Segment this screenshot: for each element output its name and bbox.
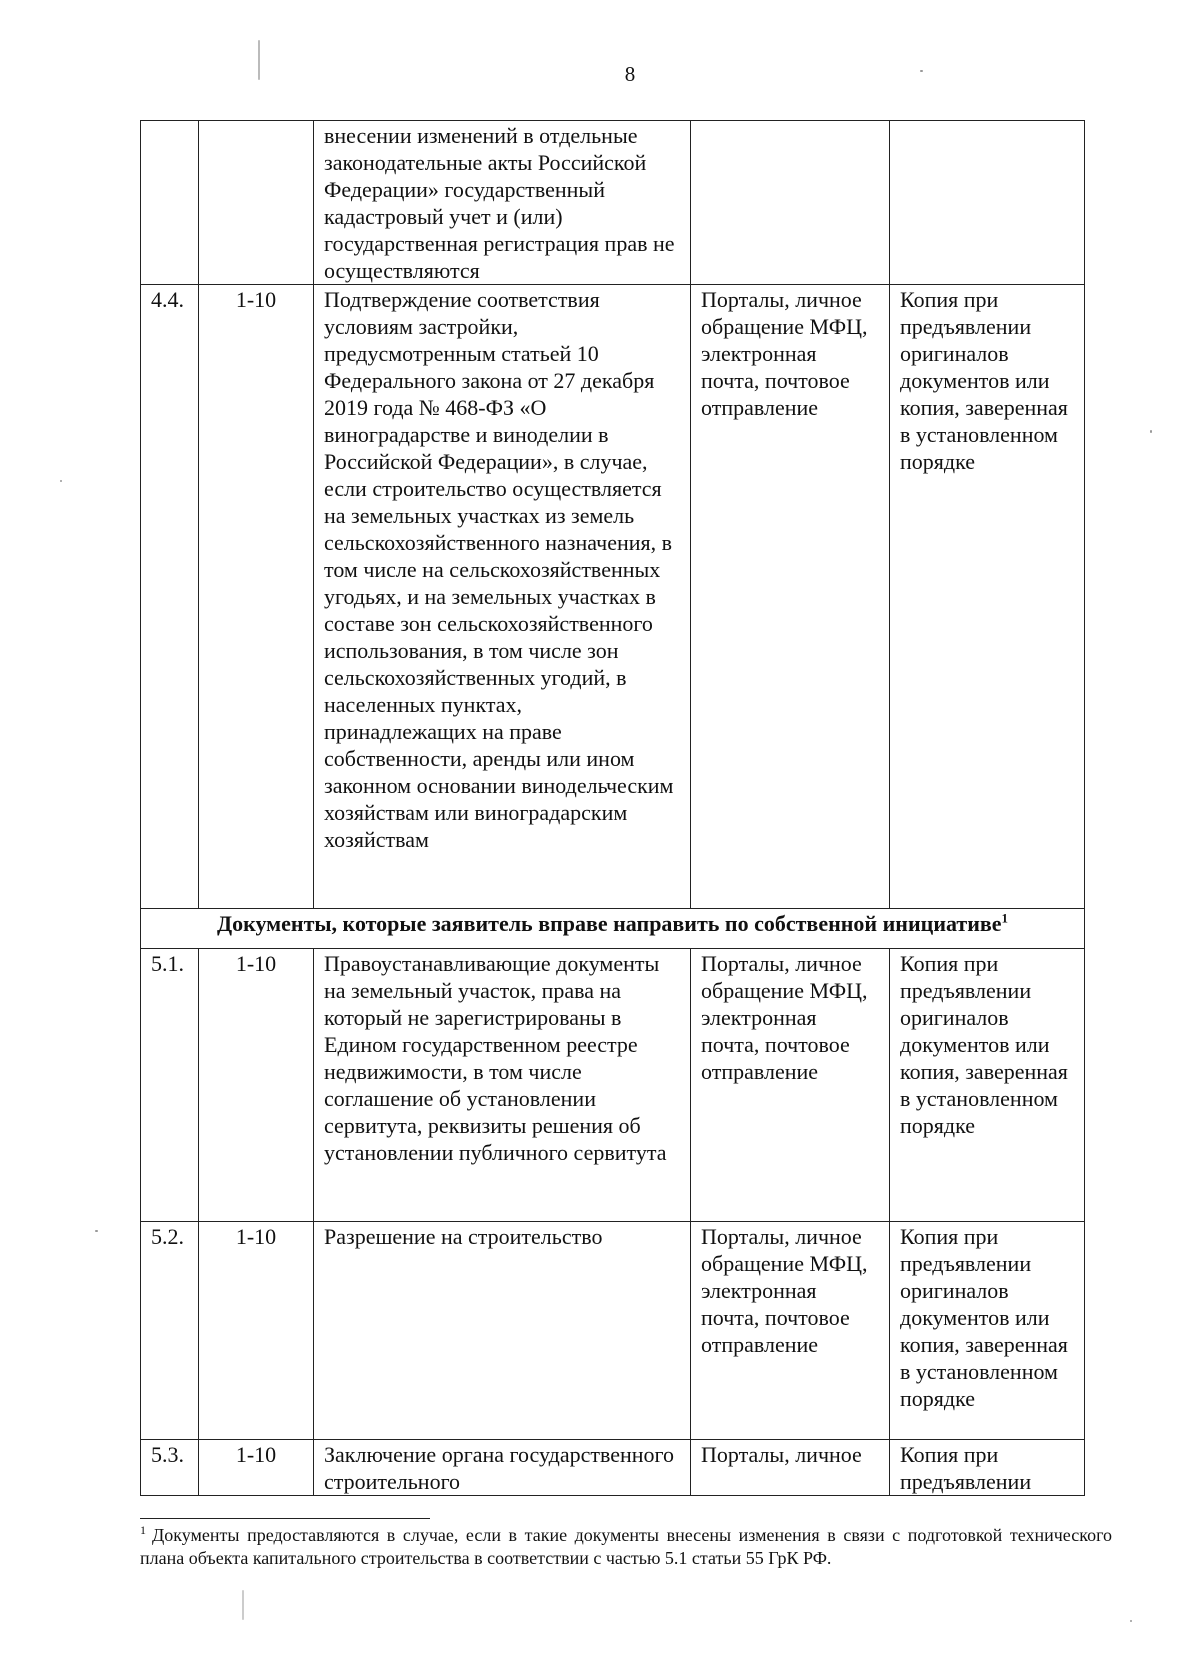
table-row (141, 949, 1085, 1222)
footnote-separator (140, 1518, 430, 1519)
row-submission-method: Порталы, личное обращение МФЦ, электронная почта, почтовое отправление (691, 949, 890, 1222)
documents-table (140, 120, 1085, 1496)
table-row (141, 1222, 1085, 1440)
scan-speck (1150, 430, 1152, 433)
section-title: Документы, которые заявитель вправе направить по собственной инициативе (216, 911, 1002, 936)
row-document-form: Копия при предъявлении оригиналов документов или копия, заверенная в установленном порядке (890, 949, 1085, 1222)
row-document-form: Копия при предъявлении оригиналов документов или копия, заверенная в установленном порядке (890, 285, 1085, 909)
table-row (141, 1440, 1085, 1496)
footnote (140, 1524, 1112, 1570)
scan-speck (258, 40, 260, 80)
scan-speck (95, 1230, 98, 1232)
footnote-text: Документы предоставляются в случае, если в такие документы внесены изменения в связи с подготовкой технического плана объекта капитального строительства в соответствии с частью 5.1 статьи 55 ГрК РФ. (140, 1525, 1112, 1568)
row-document-name: Правоустанавливающие документы на земельный участок, права на который не зарегистрированы в Едином государственном реестре недвижимости, в том числе соглашение об установлении сервитута, реквизиты решения об установлении публичного сервитута (314, 949, 691, 1222)
row-document-form (890, 121, 1085, 285)
footnote-number: 1 (140, 1523, 146, 1537)
row-pages: 1-10 (199, 949, 314, 1222)
row-number: 5.2. (141, 1222, 199, 1440)
row-submission-method: Порталы, личное обращение МФЦ, электронная почта, почтовое отправление (691, 285, 890, 909)
row-number: 4.4. (141, 285, 199, 909)
row-document-name: Заключение органа государственного строительного (314, 1440, 691, 1496)
row-pages: 1-10 (199, 285, 314, 909)
scan-speck (60, 480, 62, 482)
table-row (141, 285, 1085, 909)
scan-speck (920, 70, 923, 72)
page-number: 8 (624, 62, 636, 86)
row-pages (199, 121, 314, 285)
row-pages: 1-10 (199, 1440, 314, 1496)
footnote-mark: 1 (1001, 910, 1009, 926)
row-number (141, 121, 199, 285)
row-document-name: Разрешение на строительство (314, 1222, 691, 1440)
row-submission-method (691, 121, 890, 285)
row-submission-method: Порталы, личное обращение МФЦ, электронная почта, почтовое отправление (691, 1222, 890, 1440)
row-document-form: Копия при предъявлении оригиналов документов или копия, заверенная в установленном порядке (890, 1222, 1085, 1440)
section-header-row (141, 909, 1085, 949)
scan-speck (1130, 1620, 1132, 1622)
row-pages: 1-10 (199, 1222, 314, 1440)
row-submission-method: Порталы, личное (691, 1440, 890, 1496)
row-document-name: Подтверждение соответствия условиям застройки, предусмотренным статьей 10 Федерального закона от 27 декабря 2019 года № 468-ФЗ «О виноградарстве и виноделии в Российской Федерации», в случае, если строительство осуществляется на земельных участках из земель сельскохозяйственного назначения, в том числе на сельскохозяйственных угодьях, и на земельных участках в составе зон сельскохозяйственного использования, в том числе зон сельскохозяйственных угодий, в населенных пунктах, принадлежащих на праве собственности, аренды или ином законном основании винодельческим хозяйствам или виноградарским хозяйствам (314, 285, 691, 909)
scan-speck (242, 1590, 244, 1620)
table-row (141, 121, 1085, 285)
row-document-name: внесении изменений в отдельные законодательные акты Российской Федерации» государственный кадастровый учет и (или) государственная регистрация прав не осуществляются (314, 121, 691, 285)
row-number: 5.1. (141, 949, 199, 1222)
row-document-form: Копия при предъявлении (890, 1440, 1085, 1496)
row-number: 5.3. (141, 1440, 199, 1496)
section-header (141, 909, 1085, 949)
